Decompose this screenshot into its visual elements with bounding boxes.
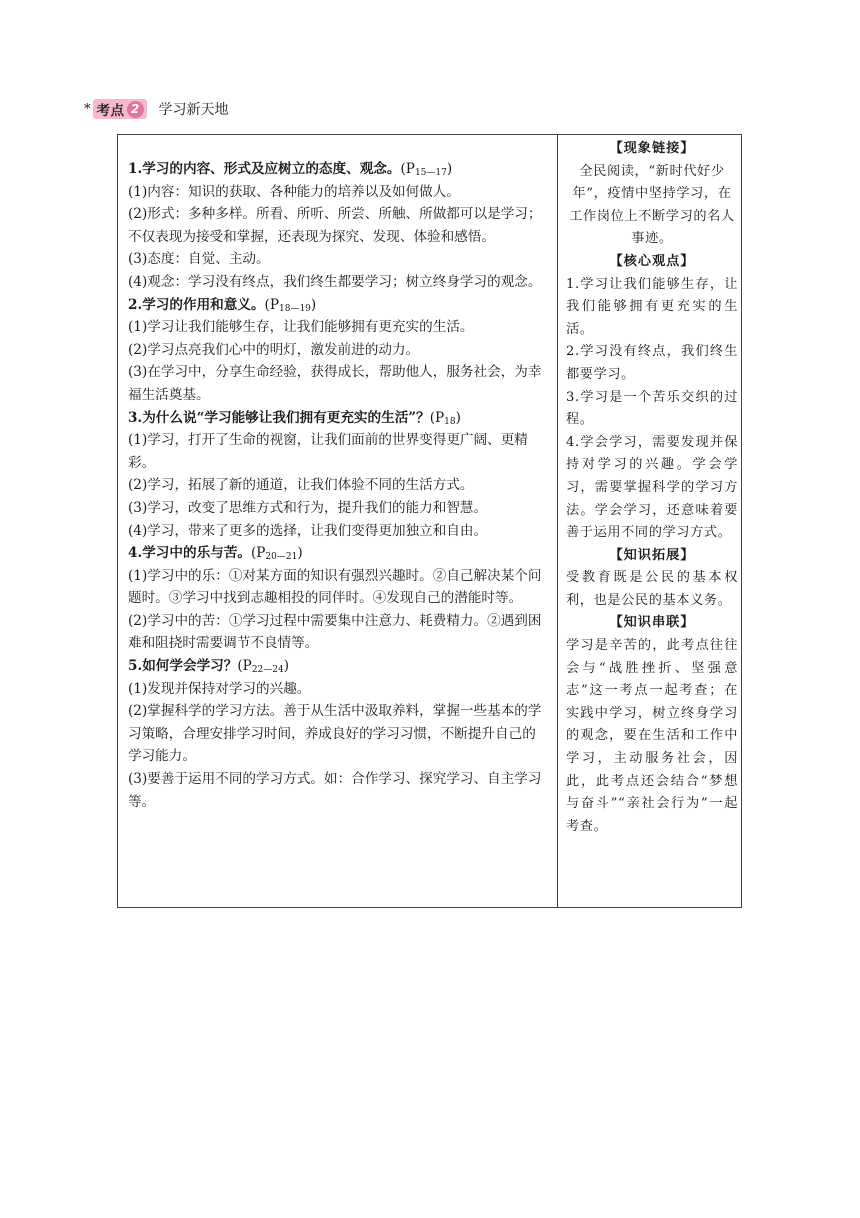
q4-item: (2)学习中的苦：①学习过程中需要集中注意力、耗费精力。②遇到困难和阻挠时需要调节不良情等。 <box>128 612 542 652</box>
knowledge-extension-heading: 【知识拓展】 <box>609 547 695 563</box>
question-5: 5.如何学会学习？$(P_{22—24})$ <box>128 658 290 676</box>
q2-item: (3)在学习中，分享生命经验，获得成长，帮助他人，服务社会，为幸福生活奠基。 <box>128 364 542 403</box>
knowledge-link-heading: 【知识串联】 <box>609 615 695 631</box>
q3-item: (1)学习，打开了生命的视窗，让我们面前的世界变得更广阔、更精彩。 <box>128 432 528 471</box>
q4-item: (1)学习中的乐：①对某方面的知识有强烈兴趣时。②自己解决某个问题时。③学习中找到志趣相投的同伴时。④发现自己的潜能时等。 <box>128 567 542 607</box>
star-mark: * <box>84 101 91 117</box>
core-view-item: 1.学习让我们能够生存，让我们能够拥有更充实的生活。 <box>566 276 738 337</box>
q1-item: (3)态度：自觉、主动。 <box>128 251 270 268</box>
q2-item: (2)学习点亮我们心中的明灯，激发前进的动力。 <box>128 341 420 358</box>
knowledge-link-text: 学习是辛苦的，此考点往往会与“战胜挫折、坚强意志”这一考点一起考查；在实践中学习，树立终身学习的观念，要在生活和工作中学习，主动服务社会，因此，此考点还会结合“梦想与奋斗”“亲社会行为”一起考查。 <box>566 638 738 834</box>
badge-label: 考点 <box>96 103 125 119</box>
q5-item: (2)掌握科学的学习方法。善于从生活中汲取养料，掌握一些基本的学习策略，合理安排学习时间，养成良好的学习习惯，不断提升自己的学习能力。 <box>128 703 542 765</box>
section-title: 学习新天地 <box>158 102 229 118</box>
question-4: 4.学习中的乐与苦。$(P_{20—21})$ <box>128 545 303 563</box>
q1-item: (4)观念：学习没有终点，我们终生都要学习；树立终身学习的观念。 <box>128 273 542 290</box>
question-2: 2.学习的作用和意义。$(P_{18—19})$ <box>128 296 317 314</box>
side-column <box>566 138 738 838</box>
q1-item: (1)内容：知识的获取、各种能力的培养以及如何做人。 <box>128 183 460 200</box>
main-column <box>128 158 548 813</box>
q3-item: (3)学习，改变了思维方式和行为，提升我们的能力和智慧。 <box>128 499 488 516</box>
column-divider <box>557 135 558 907</box>
core-views-heading: 【核心观点】 <box>609 253 695 269</box>
content-table <box>117 134 742 908</box>
core-view-item: 3.学习是一个苦乐交织的过程。 <box>566 389 738 428</box>
question-1: 1.学习的内容、形式及应树立的态度、观念。$(P_{15—17})$ <box>128 161 453 178</box>
q1-item: (2)形式：多种多样。所看、所听、所尝、所触、所做都可以是学习；不仅表现为接受和掌握，还表现为探究、发现、体验和感悟。 <box>128 206 542 245</box>
q5-item: (3)要善于运用不同的学习方式。如：合作学习、探究学习、自主学习等。 <box>128 771 542 810</box>
q5-item: (1)发现并保持对学习的兴趣。 <box>128 680 311 697</box>
core-view-item: 2.学习没有终点，我们终生都要学习。 <box>566 344 738 382</box>
badge-number: 2 <box>127 101 144 118</box>
section-heading <box>84 98 229 120</box>
question-3: 3.为什么说“学习能够让我们拥有更充实的生活”？$(P_{18})$ <box>128 409 461 427</box>
q3-item: (2)学习，拓展了新的通道，让我们体验不同的生活方式。 <box>128 477 474 494</box>
knowledge-extension-text: 受教育既是公民的基本权利，也是公民的基本义务。 <box>566 570 738 608</box>
kaodian-badge <box>93 99 147 119</box>
q3-item: (4)学习，带来了更多的选择，让我们变得更加独立和自由。 <box>128 522 488 539</box>
q2-item: (1)学习让我们能够生存，让我们能够拥有更充实的生活。 <box>128 319 474 336</box>
core-view-item: 4.学会学习，需要发现并保持对学习的兴趣。学会学习，需要掌握科学的学习方法。学会学习，还意味着要善于运用不同的学习方式。 <box>566 434 738 541</box>
phenomenon-text: 全民阅读，“新时代好少年”，疫情中坚持学习，在工作岗位上不断学习的名人事迹。 <box>569 163 735 247</box>
phenomenon-heading: 【现象链接】 <box>609 141 695 156</box>
